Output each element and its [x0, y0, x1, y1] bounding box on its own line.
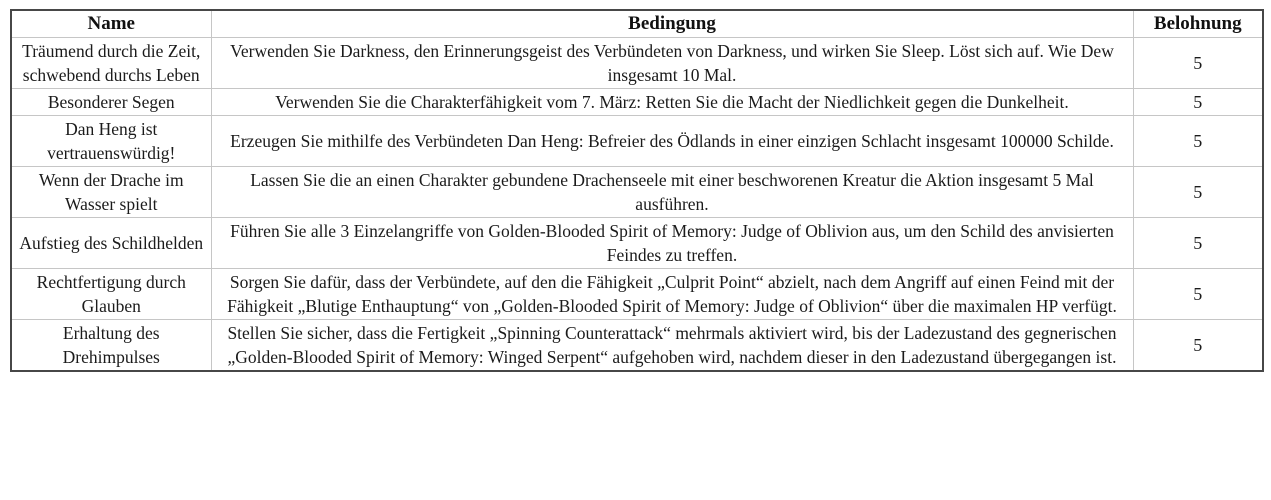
quest-name-cell: Dan Heng ist vertrauenswürdig! [11, 116, 211, 167]
table-row [11, 320, 1263, 372]
quest-name-cell: Erhaltung des Drehimpulses [11, 320, 211, 372]
quest-reward-cell: 5 [1133, 38, 1263, 89]
quest-condition-cell: Sorgen Sie dafür, dass der Verbündete, auf den die Fähigkeit „Culprit Point“ abzielt, nach dem Angriff auf einen Feind mit der Fähigkeit „Blutige Enthauptung“ von „Golden-Blooded Spirit of Memory: Judge of Oblivion“ über die maximalen HP verfügt. [211, 269, 1133, 320]
table-row [11, 167, 1263, 218]
quest-reward-cell: 5 [1133, 320, 1263, 372]
quest-reward-cell: 5 [1133, 89, 1263, 116]
quest-condition-cell: Verwenden Sie Darkness, den Erinnerungsgeist des Verbündeten von Darkness, und wirken Sie Sleep. Löst sich auf. Wie Dew insgesamt 10 Mal. [211, 38, 1133, 89]
header-row [11, 10, 1263, 38]
quest-name-cell: Besonderer Segen [11, 89, 211, 116]
quest-name-cell: Rechtfertigung durch Glauben [11, 269, 211, 320]
quest-name-cell: Wenn der Drache im Wasser spielt [11, 167, 211, 218]
quest-condition-cell: Lassen Sie die an einen Charakter gebundene Drachenseele mit einer beschworenen Kreatur die Aktion insgesamt 5 Mal ausführen. [211, 167, 1133, 218]
quest-name-cell: Träumend durch die Zeit, schwebend durchs Leben [11, 38, 211, 89]
quest-reward-cell: 5 [1133, 167, 1263, 218]
table-row [11, 38, 1263, 89]
quest-condition-cell: Verwenden Sie die Charakterfähigkeit vom 7. März: Retten Sie die Macht der Niedlichkeit gegen die Dunkelheit. [211, 89, 1133, 116]
quest-table-container [10, 9, 1264, 372]
column-header-name: Name [11, 10, 211, 38]
table-row [11, 116, 1263, 167]
column-header-reward: Belohnung [1133, 10, 1263, 38]
table-row [11, 218, 1263, 269]
quest-condition-cell: Stellen Sie sicher, dass die Fertigkeit „Spinning Counterattack“ mehrmals aktiviert wird, bis der Ladezustand des gegnerischen „Golden-Blooded Spirit of Memory: Winged Serpent“ aufgehoben wird, nachdem dieser in den Ladezustand übergegangen ist. [211, 320, 1133, 372]
column-header-condition: Bedingung [211, 10, 1133, 38]
quest-reward-cell: 5 [1133, 269, 1263, 320]
quest-table [10, 9, 1264, 372]
quest-name-cell: Aufstieg des Schildhelden [11, 218, 211, 269]
table-row [11, 269, 1263, 320]
quest-condition-cell: Erzeugen Sie mithilfe des Verbündeten Dan Heng: Befreier des Ödlands in einer einzigen Schlacht insgesamt 100000 Schilde. [211, 116, 1133, 167]
quest-reward-cell: 5 [1133, 218, 1263, 269]
quest-reward-cell: 5 [1133, 116, 1263, 167]
quest-condition-cell: Führen Sie alle 3 Einzelangriffe von Golden-Blooded Spirit of Memory: Judge of Oblivion aus, um den Schild des anvisierten Feindes zu treffen. [211, 218, 1133, 269]
table-row [11, 89, 1263, 116]
